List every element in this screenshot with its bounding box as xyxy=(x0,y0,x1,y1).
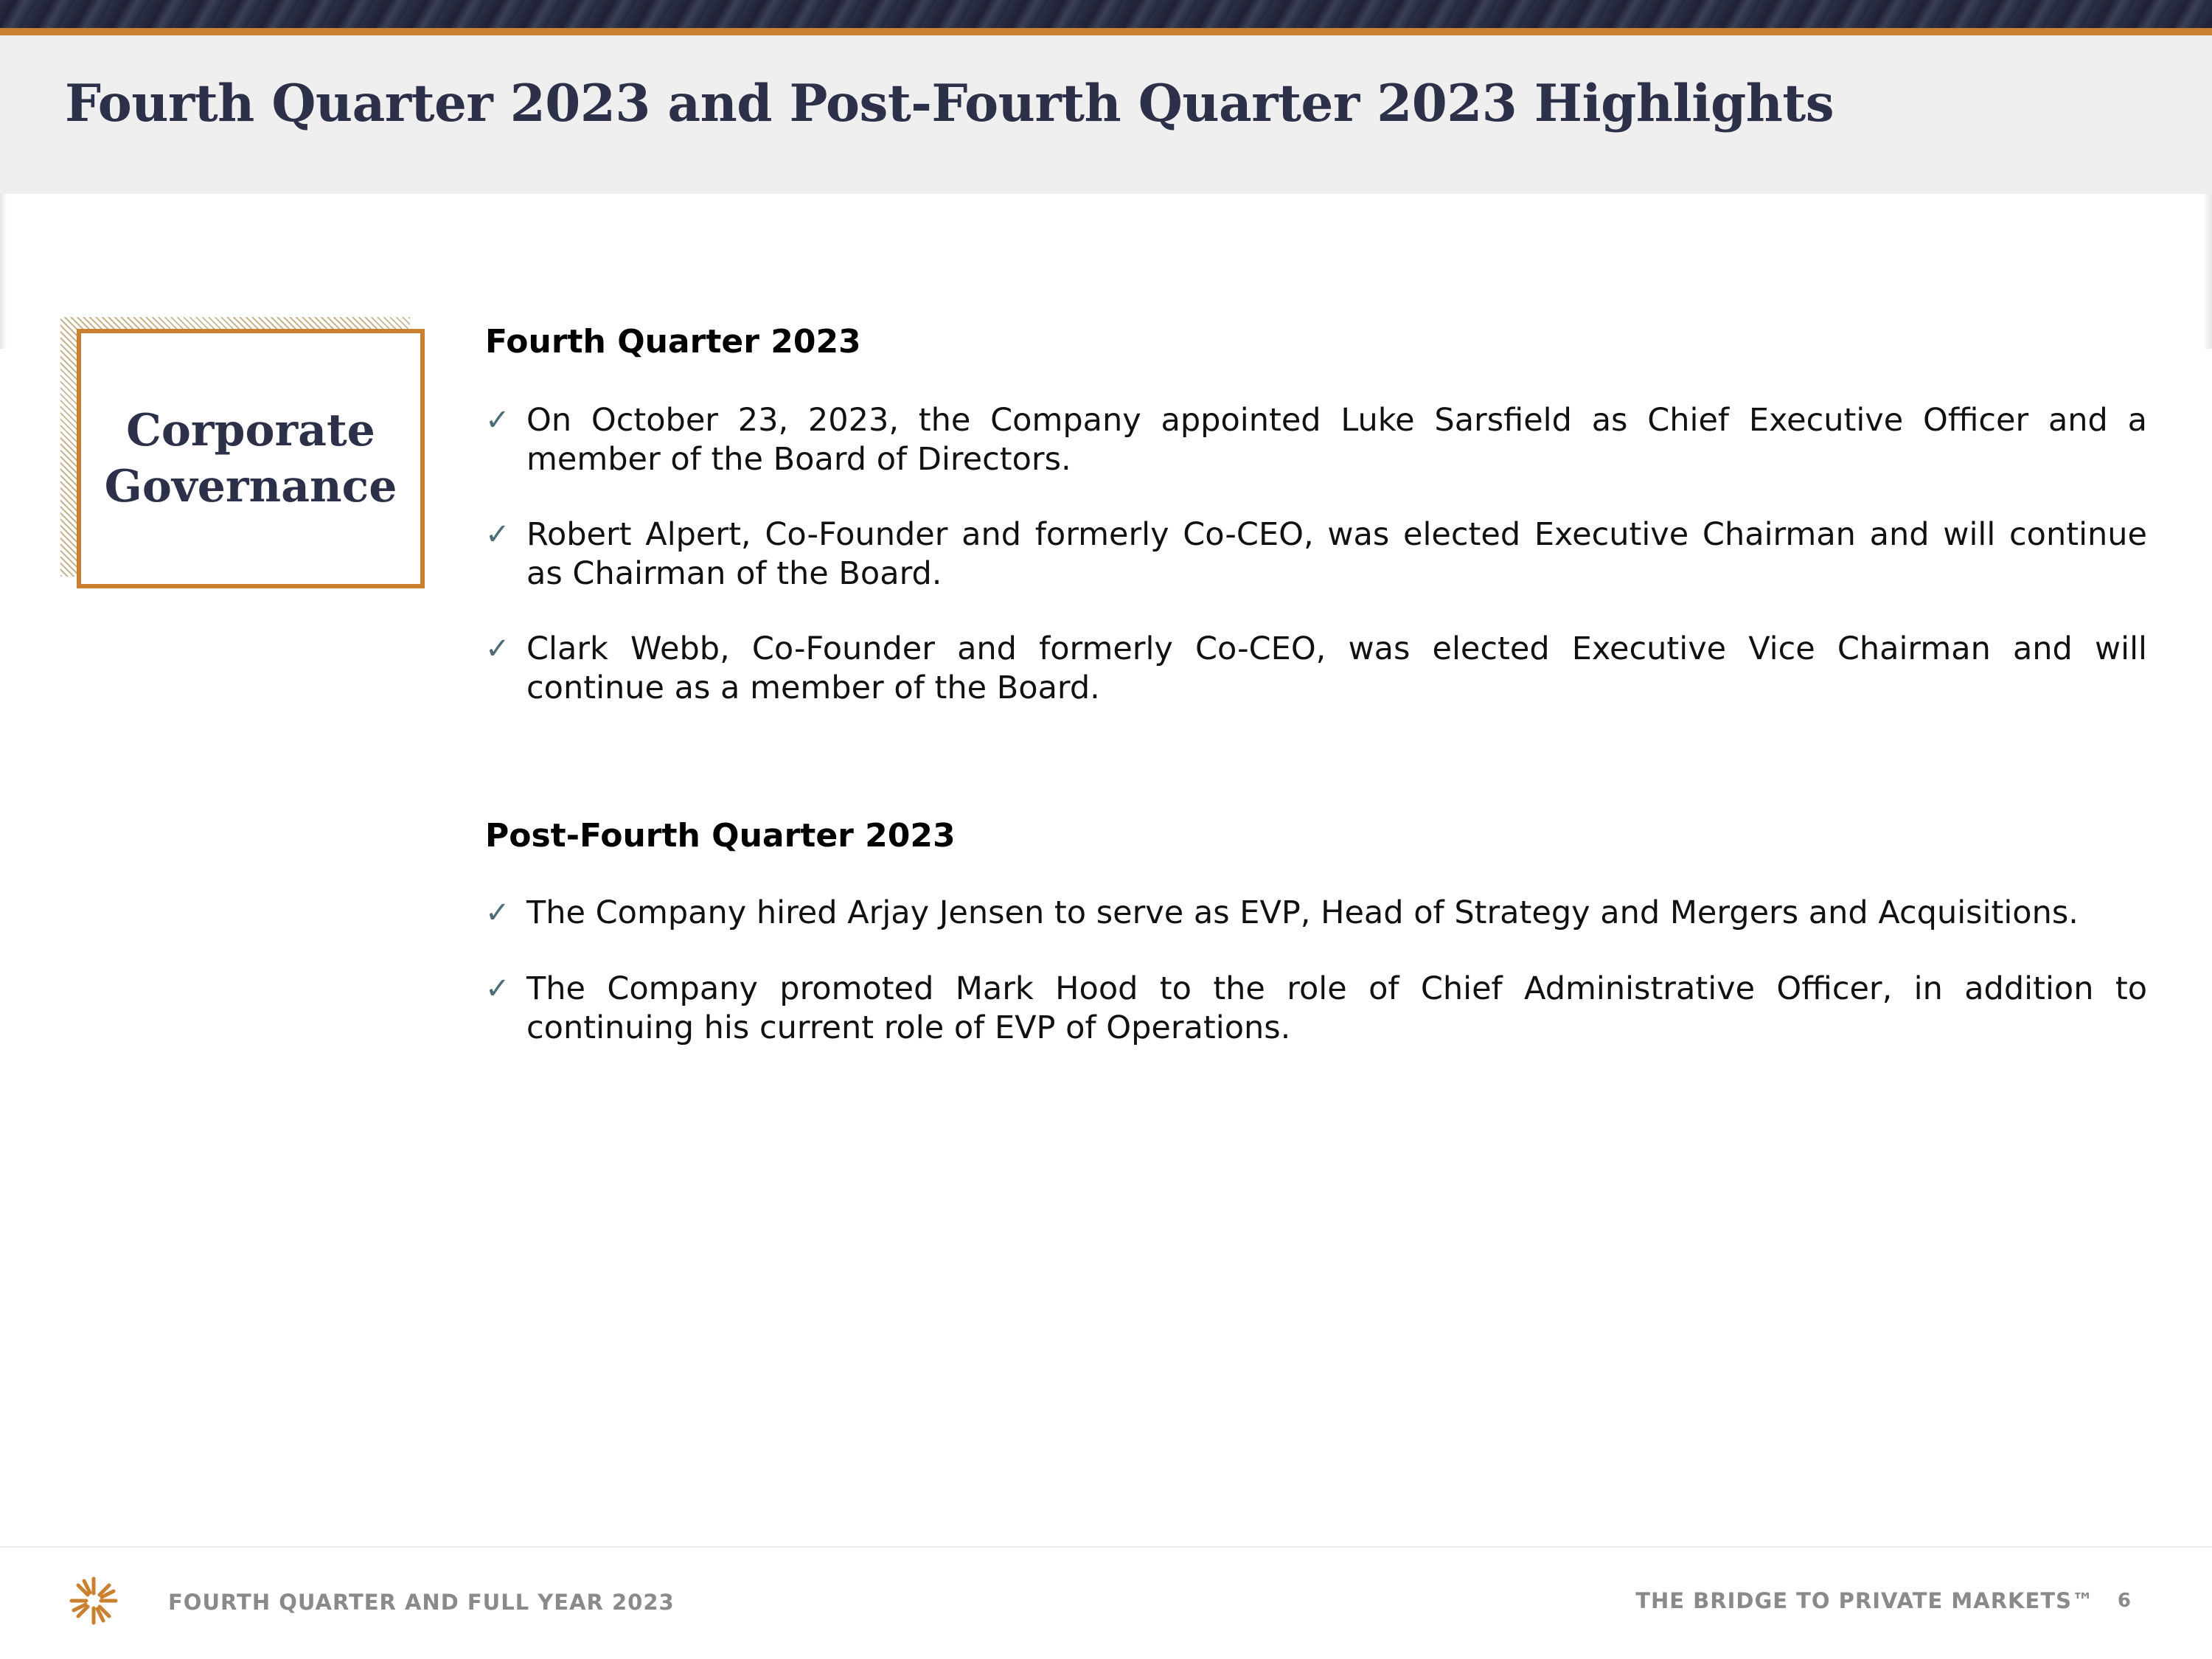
footer-left-text: FOURTH QUARTER AND FULL YEAR 2023 xyxy=(168,1590,675,1615)
list-item xyxy=(485,970,2147,1048)
check-icon: ✓ xyxy=(485,518,510,552)
company-logo-icon xyxy=(68,1575,119,1627)
bullet-text: On October 23, 2023, the Company appointed Luke Sarsfield as Chief Executive Officer and a member of the Board of Directors. xyxy=(526,402,2147,478)
post-fourth-quarter-section xyxy=(485,817,2147,855)
accent-line xyxy=(0,28,2212,35)
bullet-text: The Company hired Arjay Jensen to serve as EVP, Head of Strategy and Mergers and Acquisitions. xyxy=(526,894,2079,931)
footer-divider xyxy=(0,1546,2212,1548)
section-heading: Fourth Quarter 2023 xyxy=(485,323,861,361)
list-item xyxy=(485,401,2147,479)
bullet-text: The Company promoted Mark Hood to the role of Chief Administrative Officer, in addition to continuing his current role of EVP of Operations. xyxy=(526,970,2147,1046)
section-heading: Post-Fourth Quarter 2023 xyxy=(485,817,956,855)
check-icon: ✓ xyxy=(485,972,510,1006)
check-icon: ✓ xyxy=(485,403,510,437)
section-label: Corporate Governance xyxy=(104,405,397,512)
right-shadow xyxy=(2203,194,2212,349)
check-icon: ✓ xyxy=(485,632,510,666)
list-item xyxy=(485,630,2147,708)
fourth-quarter-section xyxy=(485,323,2147,361)
bullet-text: Clark Webb, Co-Founder and formerly Co-CEO, was elected Executive Vice Chairman and will continue as a member of the Board. xyxy=(526,630,2147,706)
section-box xyxy=(77,329,425,588)
left-shadow xyxy=(0,194,7,349)
page-title: Fourth Quarter 2023 and Post-Fourth Quarter 2023 Highlights xyxy=(65,74,1834,133)
top-banner xyxy=(0,0,2212,28)
list-item xyxy=(485,894,2147,933)
page-number: 6 xyxy=(2117,1590,2131,1612)
footer-tagline: THE BRIDGE TO PRIVATE MARKETS™ xyxy=(1635,1588,2094,1613)
bullet-text: Robert Alpert, Co-Founder and formerly Co-CEO, was elected Executive Chairman and will continue as Chairman of the Board. xyxy=(526,516,2147,592)
check-icon: ✓ xyxy=(485,896,510,930)
list-item xyxy=(485,515,2147,594)
